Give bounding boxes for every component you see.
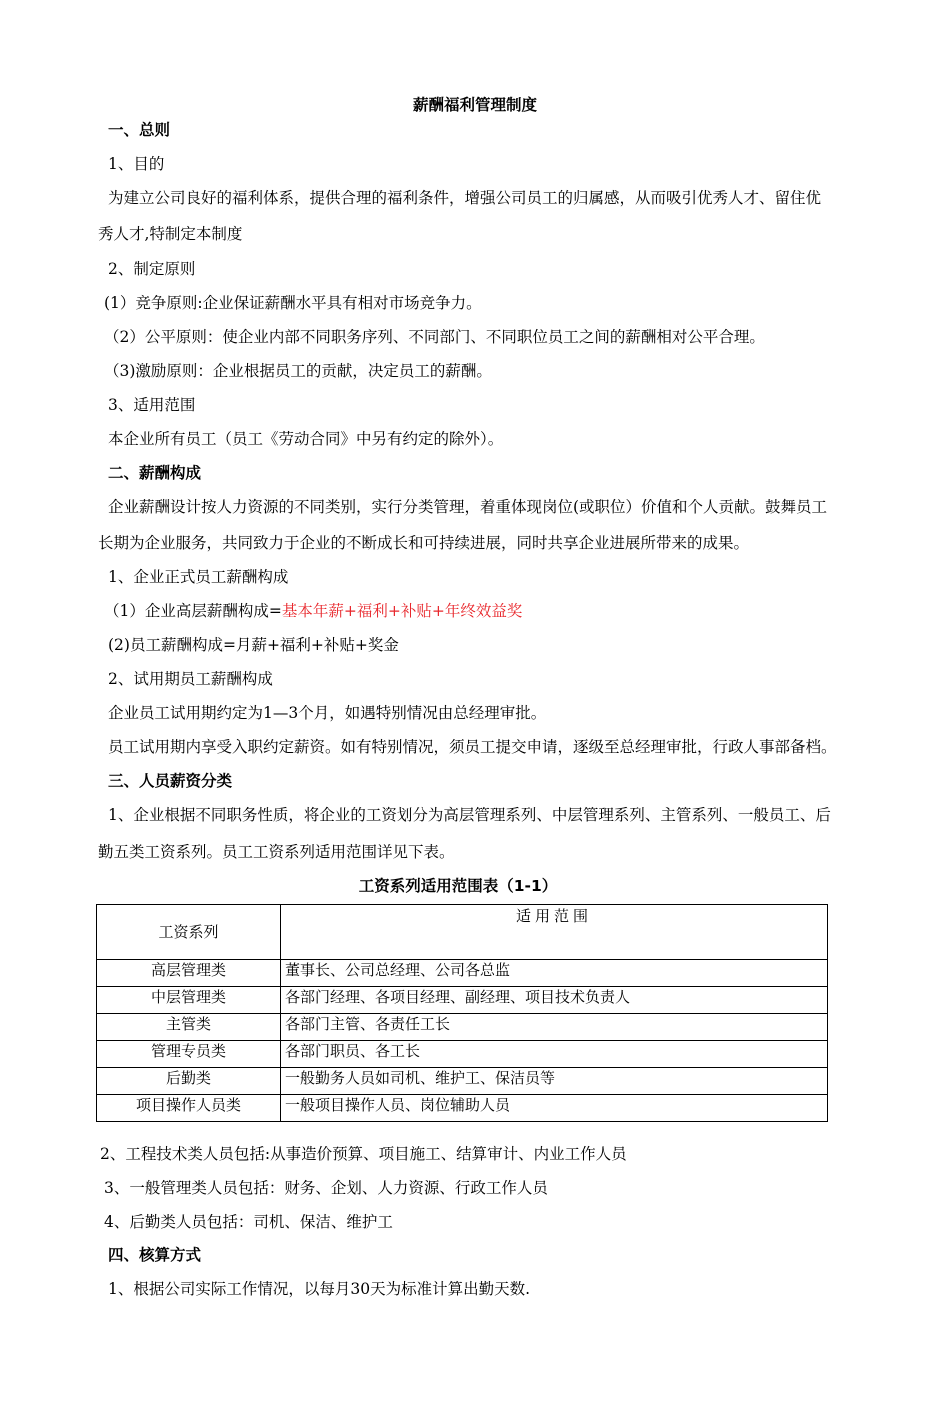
paragraph: 2、制定原则: [108, 260, 196, 278]
table-row: [97, 1095, 828, 1122]
table-row: [97, 1041, 828, 1068]
paragraph: 员工试用期内享受入职约定薪资。如有特别情况，须员工提交申请，逐级至总经理审批，行政人事部备档。: [108, 738, 837, 756]
paragraph: 3、适用范围: [108, 396, 196, 414]
table-title: 工资系列适用范围表（1-1）: [358, 877, 558, 895]
paragraph: 长期为企业服务，共同致力于企业的不断成长和可持续进展，同时共享企业进展所带来的成果。: [98, 534, 750, 552]
paragraph: （3)激励原则：企业根据员工的贡献，决定员工的薪酬。: [104, 362, 492, 380]
salary-series-table: [96, 904, 828, 1122]
paragraph: 2、试用期员工薪酬构成: [108, 670, 273, 688]
header-cell-series: 工资系列: [97, 905, 281, 960]
paragraph: (1）竞争原则:企业保证薪酬水平具有相对市场竞争力。: [104, 294, 482, 312]
paragraph: 本企业所有员工（员工《劳动合同》中另有约定的除外）。: [108, 430, 504, 448]
table-cell-scope: 董事长、公司总经理、公司各总监: [281, 960, 828, 987]
table-cell-series: 中层管理类: [97, 987, 281, 1014]
table-cell-scope: 一般勤务人员如司机、维护工、保洁员等: [281, 1068, 828, 1095]
section-heading-classification: 三、人员薪资分类: [108, 772, 233, 790]
paragraph: 企业薪酬设计按人力资源的不同类别，实行分类管理，着重体现岗位(或职位）价值和个人贡献。鼓舞员工: [108, 498, 828, 516]
table-cell-series: 管理专员类: [97, 1041, 281, 1068]
paragraph: (2)员工薪酬构成=月薪+福利+补贴+奖金: [108, 636, 399, 654]
table-cell-series: 主管类: [97, 1014, 281, 1041]
table-cell-scope: 各部门经理、各项目经理、副经理、项目技术负责人: [281, 987, 828, 1014]
paragraph: 勤五类工资系列。员工工资系列适用范围详见下表。: [98, 843, 455, 861]
table-header-row: [97, 905, 828, 960]
table-cell-series: 高层管理类: [97, 960, 281, 987]
table-row: [97, 960, 828, 987]
executive-salary-label: （1）企业高层薪酬构成=: [104, 602, 282, 620]
paragraph-executive-salary: [104, 601, 522, 621]
table-cell-scope: 各部门职员、各工长: [281, 1041, 828, 1068]
header-cell-scope: 适用范围: [281, 905, 828, 960]
paragraph: 4、后勤类人员包括：司机、保洁、维护工: [104, 1213, 393, 1231]
executive-salary-formula: 基本年薪+福利+补贴+年终效益奖: [281, 602, 523, 620]
paragraph: 1、企业根据不同职务性质，将企业的工资划分为高层管理系列、中层管理系列、主管系列、一般员工、后: [108, 806, 831, 824]
document-title: 薪酬福利管理制度: [412, 96, 537, 114]
table-cell-scope: 一般项目操作人员、岗位辅助人员: [281, 1095, 828, 1122]
section-heading-general: 一、总则: [108, 121, 171, 139]
table-cell-series: 后勤类: [97, 1068, 281, 1095]
table-cell-scope: 各部门主管、各责任工长: [281, 1014, 828, 1041]
table-cell-series: 项目操作人员类: [97, 1095, 281, 1122]
table-row: [97, 987, 828, 1014]
paragraph: （2）公平原则：使企业内部不同职务序列、不同部门、不同职位员工之间的薪酬相对公平合理。: [104, 328, 765, 346]
paragraph: 3、一般管理类人员包括：财务、企划、人力资源、行政工作人员: [104, 1179, 548, 1197]
section-heading-salary-structure: 二、薪酬构成: [108, 464, 202, 482]
paragraph: 1、根据公司实际工作情况，以每月30天为标准计算出勤天数.: [108, 1280, 531, 1298]
paragraph: 2、工程技术类人员包括:从事造价预算、项目施工、结算审计、内业工作人员: [100, 1145, 627, 1163]
paragraph: 1、目的: [108, 155, 165, 173]
paragraph: 秀人才,特制定本制度: [98, 225, 243, 243]
paragraph: 企业员工试用期约定为1—3个月，如遇特别情况由总经理审批。: [108, 704, 547, 722]
table-row: [97, 1068, 828, 1095]
section-heading-accounting: 四、核算方式: [108, 1246, 202, 1264]
paragraph: 为建立公司良好的福利体系，提供合理的福利条件，增强公司员工的归属感，从而吸引优秀人才、留住优: [108, 189, 822, 207]
paragraph: 1、企业正式员工薪酬构成: [108, 568, 289, 586]
table-row: [97, 1014, 828, 1041]
